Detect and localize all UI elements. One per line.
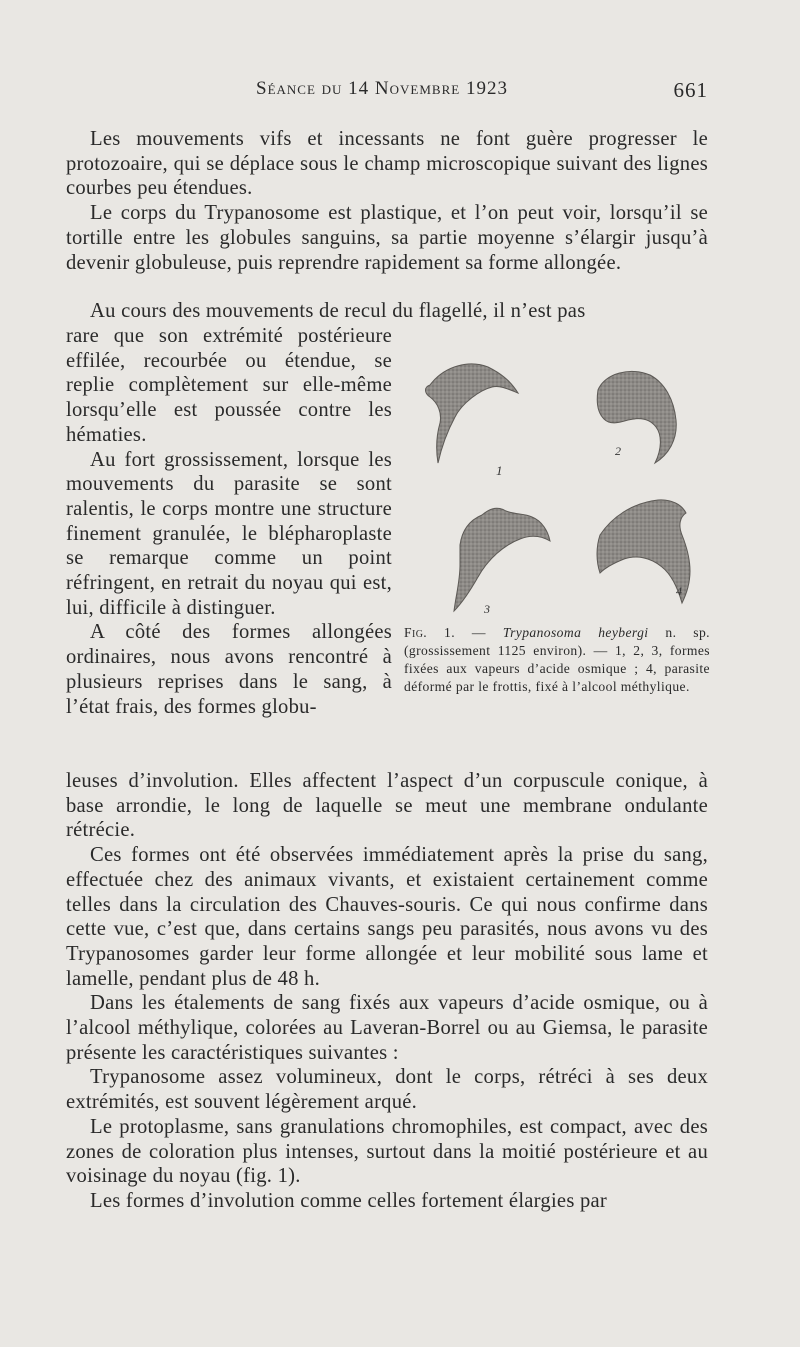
paragraph: Les mouvements vifs et incessants ne font guère progresser le protozoaire, qui se déplace sous le champ microscopique suivant des lignes courbes peu étendues. [66, 128, 708, 200]
paragraph: leuses d’involution. Elles affectent l’aspect d’un corpuscule conique, à base arrondie, le long de laquelle se meut une membrane ondulante rétrécie. [66, 770, 708, 842]
caption-prefix: Fig. 1. — [404, 625, 486, 640]
paragraph: Les formes d’involution comme celles fortement élargies par [90, 1189, 608, 1212]
paragraph-first-line: Au cours des mouvements de recul du flagellé, il n’est pas [90, 300, 586, 322]
figure-label-3: 3 [484, 602, 490, 616]
figure-label-2: 2 [615, 444, 621, 458]
figure-caption [404, 624, 710, 696]
page-header [66, 78, 708, 108]
figure-label-1: 1 [496, 463, 503, 478]
caption-species: Trypanosoma heybergi [502, 625, 649, 640]
paragraph: rare que son extrémité postérieure effilée, recourbée ou étendue, se replie complètement sur elle-même lorsqu’elle est poussée contre les hématies. [66, 325, 392, 446]
paragraph: Le corps du Trypanosome est plastique, et l’on peut voir, lorsqu’il se tortille entre les globules sanguins, sa partie moyenne s’élargir jusqu’à devenir globuleuse, puis reprendre rapidement sa forme allongée. [66, 202, 708, 274]
body-text-bottom [66, 769, 708, 1214]
figure-label-4: 4 [676, 584, 682, 598]
specimen-2-drawing [597, 371, 676, 463]
page-number: 661 [673, 78, 708, 102]
running-head: Séance du 14 Novembre 1923 [256, 78, 508, 99]
specimen-1-drawing [426, 364, 519, 463]
trypanosome-figure [400, 345, 710, 635]
caption-text: n. sp. (grossissement 1125 environ). — 1, 2, 3, formes fixées aux vapeurs d’acide osmique ; 4, parasite déformé par le frottis, fixé à l’alcool méthylique. [404, 625, 710, 694]
body-text-wrapped-column [66, 324, 392, 719]
specimen-3-drawing [454, 508, 550, 611]
paragraph: Dans les étalements de sang fixés aux vapeurs d’acide osmique, ou à l’alcool méthylique, colorées au Laveran-Borrel ou au Giemsa, le parasite présente les caractéristiques suivantes : [66, 992, 708, 1064]
paragraph: A côté des formes allongées ordinaires, nous avons rencontré à plusieurs reprises dans le sang, à l’état frais, des formes globu- [66, 621, 392, 718]
body-text-top [66, 127, 708, 275]
paragraph: Ces formes ont été observées immédiatement après la prise du sang, effectuée chez des animaux vivants, et existaient certainement comme telles dans la circulation des Chauves-souris. Ce qui nous confirme dans cette vue, c’est que, dans certains sangs peu parasités, nous avons vu des Trypanosomes garder leur forme allongée et leur mobilité sous lame et lamelle, pendant plus de 48 h. [66, 844, 708, 990]
paragraph: Trypanosome assez volumineux, dont le corps, rétréci à ses deux extrémités, est souvent légèrement arqué. [66, 1066, 708, 1114]
paragraph: Au fort grossissement, lorsque les mouvements du parasite se sont ralentis, le corps montre une structure finement granulée, le blépharoplaste se remarque comme un point réfringent, en retrait du noyau qui est, lui, difficile à distinguer. [66, 448, 392, 619]
paragraph: Le protoplasme, sans granulations chromophiles, est compact, avec des zones de coloration plus intenses, surtout dans la moitié postérieure et au voisinage du noyau (fig. 1). [66, 1115, 708, 1188]
